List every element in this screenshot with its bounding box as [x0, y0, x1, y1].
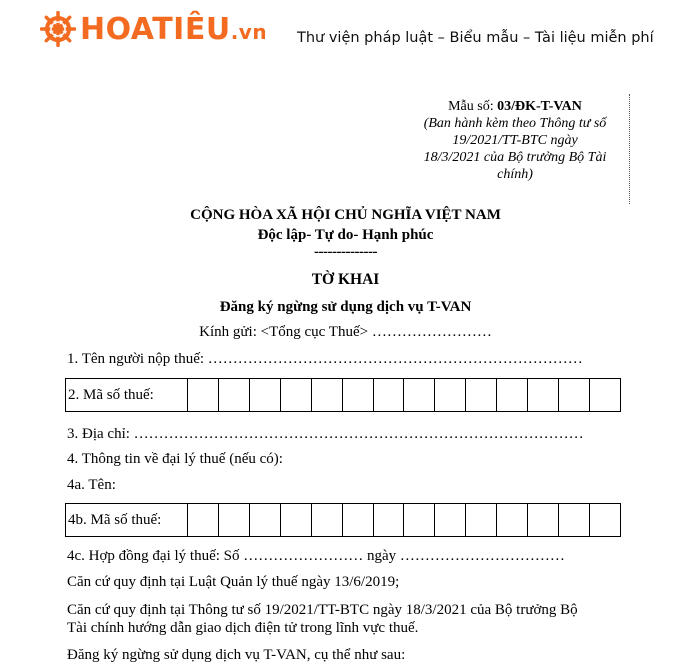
digit-cell[interactable] [280, 379, 311, 411]
digit-cell[interactable] [434, 504, 465, 536]
agent-tax-code-label: 4b. Mã số thuế: [68, 511, 162, 528]
ship-wheel-icon [40, 11, 76, 47]
digit-cell[interactable] [342, 504, 373, 536]
digit-cell[interactable] [249, 379, 280, 411]
address-field[interactable]: 3. Địa chỉ: ……………………………………………………………………………… [67, 426, 584, 442]
separator: -------------- [314, 244, 377, 260]
form-code-line: Mẫu số: 03/ĐK-T-VAN [448, 99, 582, 114]
basis-1: Căn cứ quy định tại Luật Quản lý thuế ngày 13/6/2019; [67, 574, 400, 590]
digit-cell[interactable] [342, 379, 373, 411]
site-header [0, 0, 691, 80]
tax-code-field[interactable] [65, 378, 621, 412]
digit-cell[interactable] [558, 379, 589, 411]
digit-cell[interactable] [465, 379, 496, 411]
form-code-block [404, 98, 626, 183]
digit-cell[interactable] [187, 504, 218, 536]
vertical-divider [629, 94, 630, 204]
digit-cell[interactable] [218, 379, 249, 411]
digit-cell[interactable] [311, 379, 342, 411]
recipient-line: Kính gửi: <Tổng cục Thuế> …………………… [199, 324, 492, 340]
issued-line-3: 18/3/2021 của Bộ trưởng Bộ Tài [423, 150, 607, 165]
motto: Độc lập- Tự do- Hạnh phúc [257, 227, 434, 243]
country-heading: CỘNG HÒA XÃ HỘI CHỦ NGHĨA VIỆT NAM [190, 207, 501, 223]
issued-line-1: (Ban hành kèm theo Thông tư số [423, 116, 607, 131]
digit-cell[interactable] [558, 504, 589, 536]
brand-name: HOATIÊU.vn [80, 11, 268, 47]
digit-cell[interactable] [403, 379, 434, 411]
site-tagline: Thư viện pháp luật – Biểu mẫu – Tài liệu miễn phí [297, 30, 654, 46]
digit-cell[interactable] [527, 504, 558, 536]
digit-cell[interactable] [280, 504, 311, 536]
agent-contract-field[interactable]: 4c. Hợp đồng đại lý thuế: Số …………………… ngày …………………………… [67, 548, 565, 564]
digit-cell[interactable] [527, 379, 558, 411]
brand-logo[interactable] [40, 11, 267, 47]
doc-subtitle: Đăng ký ngừng sử dụng dịch vụ T-VAN [219, 299, 472, 315]
tax-code-label: 2. Mã số thuế: [68, 386, 154, 403]
digit-cell[interactable] [249, 504, 280, 536]
agent-tax-code-field[interactable] [65, 503, 621, 537]
issued-line-2: 19/2021/TT-BTC ngày [452, 133, 578, 148]
digit-cell[interactable] [311, 504, 342, 536]
digit-cell[interactable] [496, 379, 527, 411]
digit-cell[interactable] [187, 379, 218, 411]
digit-cell[interactable] [589, 379, 620, 411]
taxpayer-name-field[interactable]: 1. Tên người nộp thuế: ………………………………………………………………… [67, 351, 583, 367]
basis-2-line-2: Tài chính hướng dẫn giao dịch điện tử trong lĩnh vực thuế. [67, 620, 419, 636]
digit-cell[interactable] [496, 504, 527, 536]
digit-cell[interactable] [403, 504, 434, 536]
digit-cell[interactable] [218, 504, 249, 536]
agent-name-field[interactable]: 4a. Tên: [67, 477, 116, 493]
issued-line-4: chính) [497, 167, 533, 182]
doc-title: TỜ KHAI [311, 271, 380, 288]
digit-cell[interactable] [589, 504, 620, 536]
digit-cell[interactable] [465, 504, 496, 536]
digit-cell[interactable] [434, 379, 465, 411]
digit-cell[interactable] [373, 379, 404, 411]
agent-info-heading: 4. Thông tin về đại lý thuế (nếu có): [67, 451, 283, 467]
form-code: 03/ĐK-T-VAN [497, 99, 582, 114]
digit-cell[interactable] [373, 504, 404, 536]
register-stop-line: Đăng ký ngừng sử dụng dịch vụ T-VAN, cụ thể như sau: [67, 647, 406, 663]
basis-2-line-1: Căn cứ quy định tại Thông tư số 19/2021/TT-BTC ngày 18/3/2021 của Bộ trưởng Bộ [67, 602, 578, 618]
